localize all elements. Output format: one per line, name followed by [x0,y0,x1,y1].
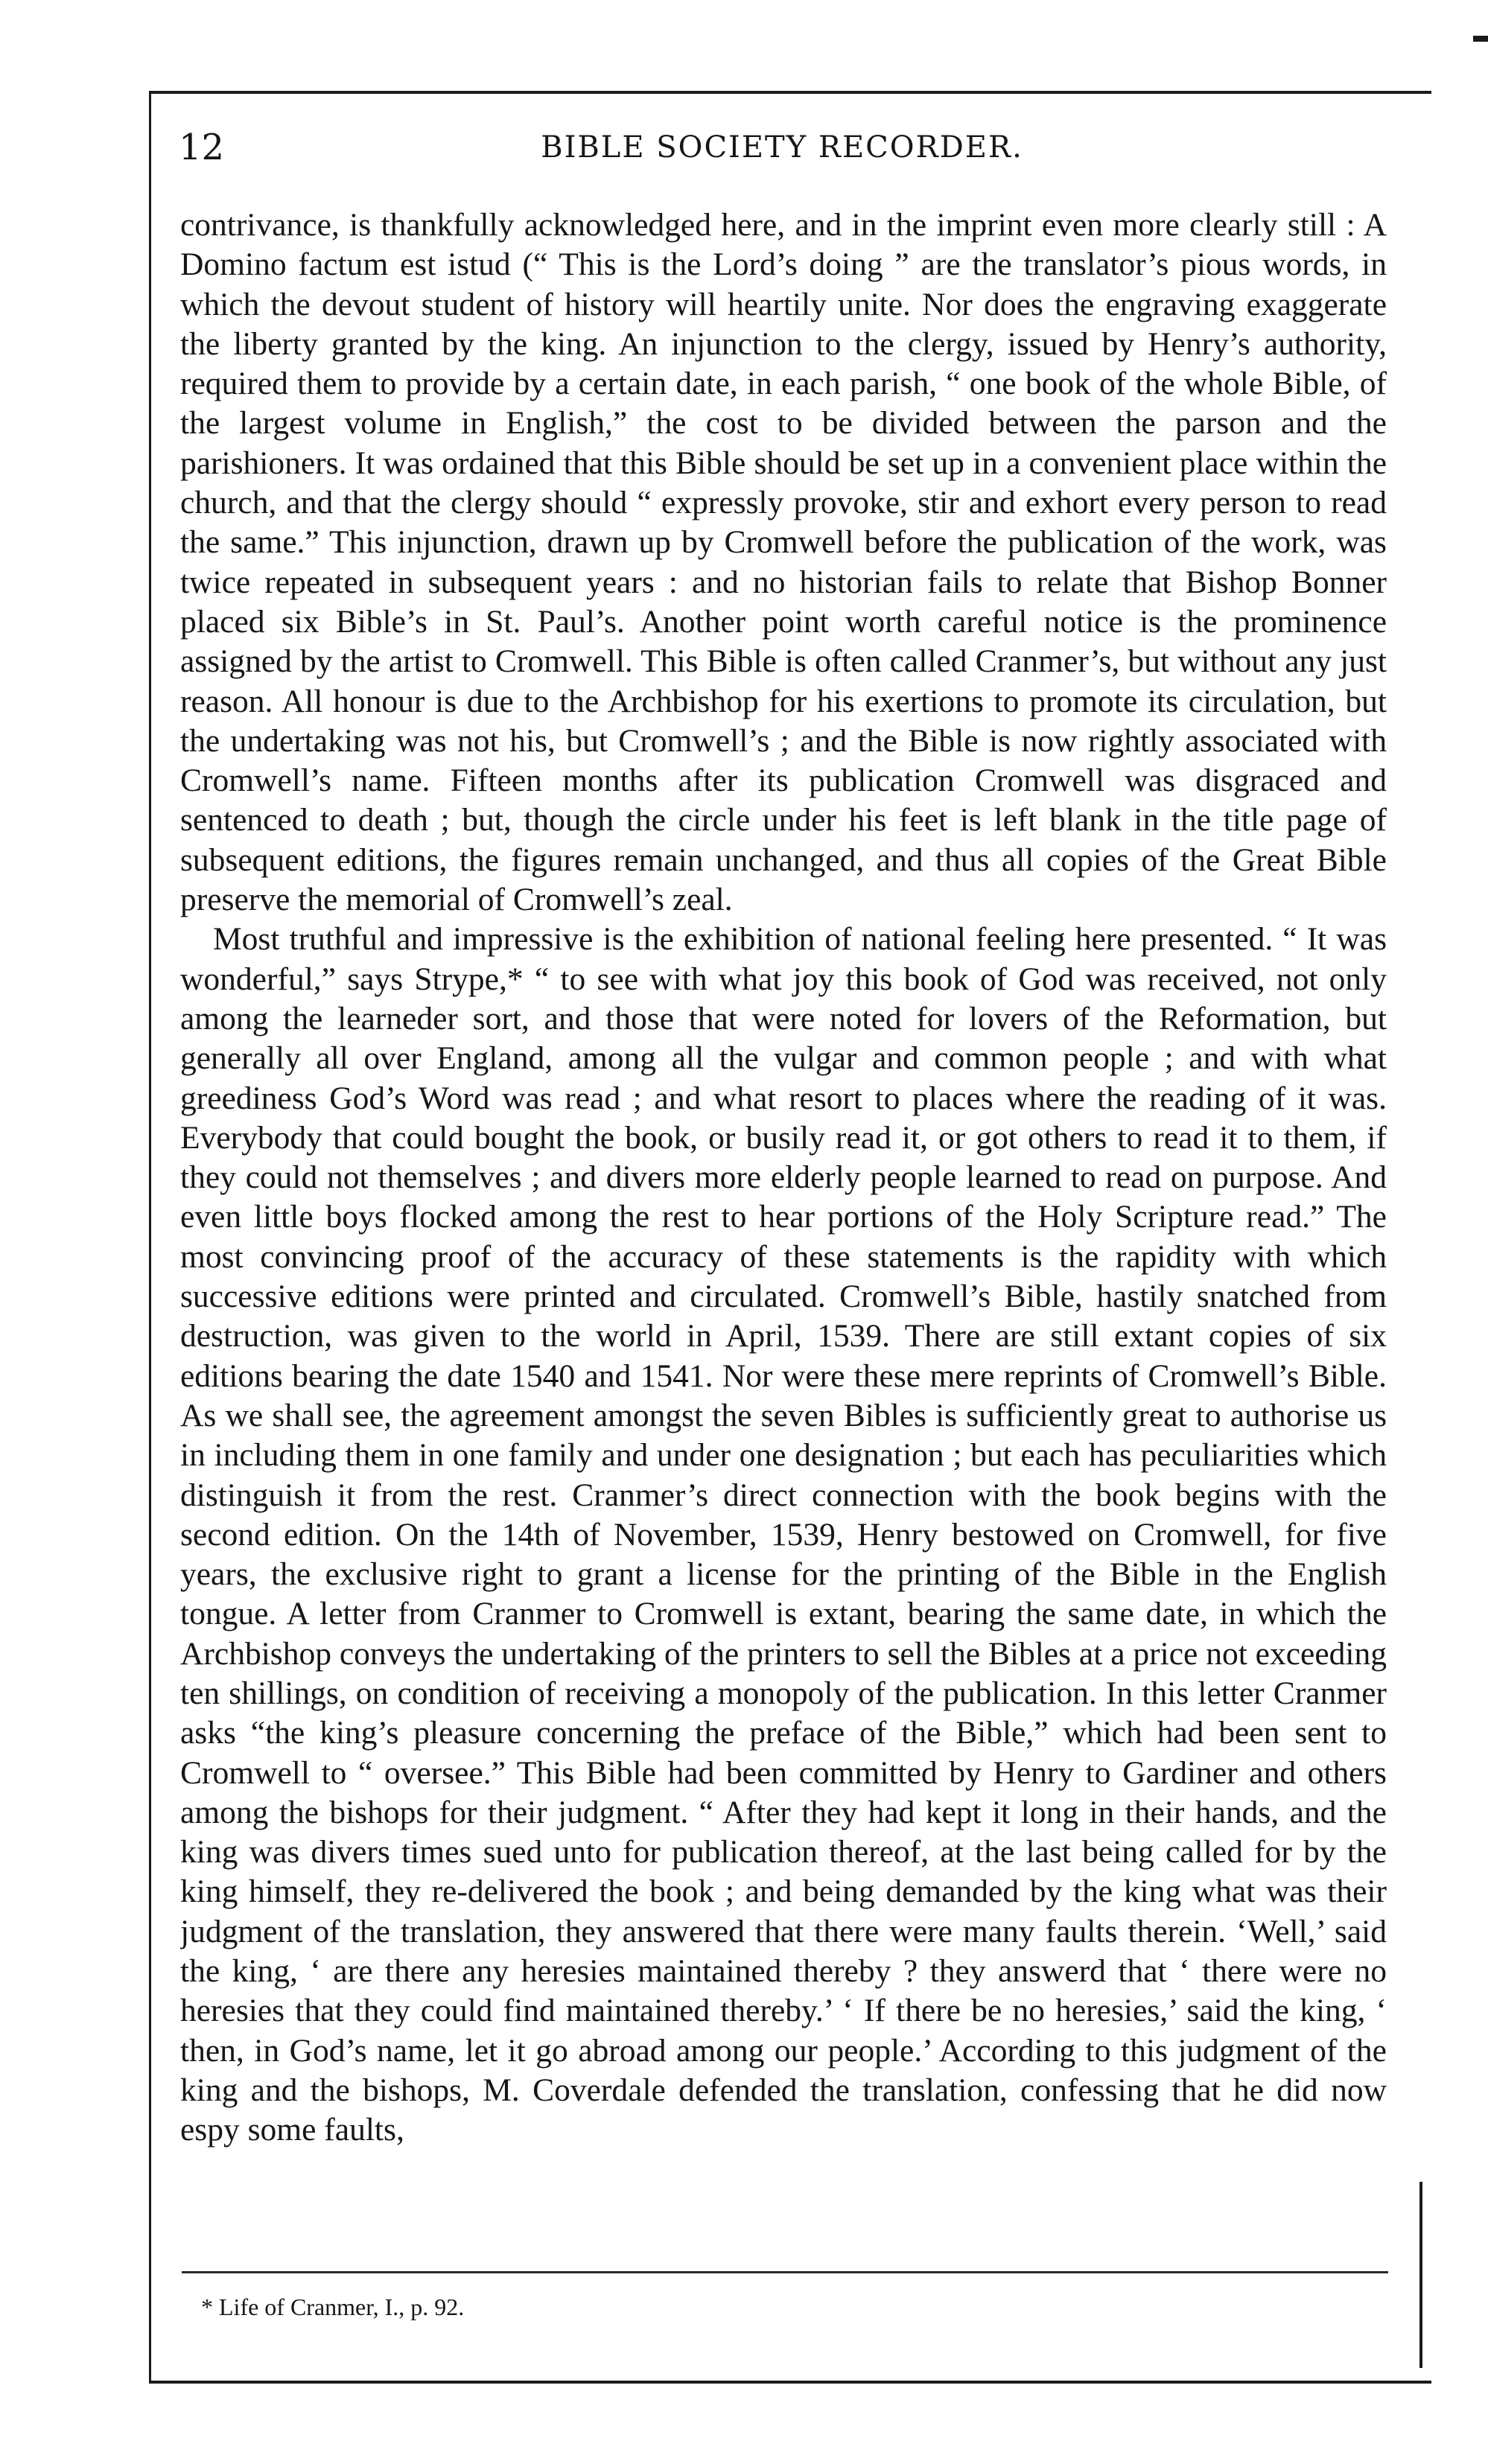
paragraph-1: contrivance, is thankfully acknowledged here, and in the imprint even more clearly still : A Domino factum est istud (“ This is the Lord’s doing ” are the translator’s pious words, in which the devout student of history will heartily unite. Nor does the engraving exaggerate the liberty granted by the king. An injunction to the clergy, issued by Henry’s authority, required them to provide by a certain date, in each parish, “ one book of the whole Bible, of the largest volume in English,” the cost to be divided between the parson and the parishioners. It was ordained that this Bible should be set up in a convenient place within the church, and that the clergy should “ expressly provoke, stir and exhort every person to read the same.” This injunction, drawn up by Cromwell before the publication of the work, was twice repeated in subsequent years : and no historian fails to relate that Bishop Bonner placed six Bible’s in St. Paul’s. Another point worth careful notice is the prominence assigned by the artist to Cromwell. This Bible is often called Cranmer’s, but without any just reason. All honour is due to the Archbishop for his exertions to promote its circulation, but the undertaking was not his, but Cromwell’s ; and the Bible is now rightly associated with Cromwell’s name. Fifteen months after its publication Cromwell was disgraced and sentenced to death ; but, though the circle under his feet is left blank in the title page of subsequent editions, the figures remain unchanged, and thus all copies of the Great Bible preserve the memorial of Cromwell’s zeal. [180,207,1387,918]
left-border-rule [149,91,151,2384]
running-title: BIBLE SOCIETY RECORDER. [541,130,1023,165]
edge-mark [1473,36,1488,42]
footnote: * Life of Cranmer, I., p. 92. [201,2293,465,2320]
paragraph-2: Most truthful and impressive is the exhibition of national feeling here presented. “ It was wonderful,” says Strype,* “ to see with what joy this book of God was received, not only among the learneder sort, and those that were noted for lovers of the Reformation, but generally all over England, among all the vulgar and common people ; and with what greediness God’s Word was read ; and what resort to places where the reading of it was. Everybody that could bought the book, or busily read it, or got others to read it to them, if they could not themselves ; and divers more elderly people learned to read on purpose. And even little boys flocked among the rest to hear portions of the Holy Scripture read.” The most convincing proof of the accuracy of these statements is the rapidity with which successive editions were printed and circulated. Cromwell’s Bible, hastily snatched from destruction, was given to the world in April, 1539. There are still extant copies of six editions bearing the date 1540 and 1541. Nor were these mere reprints of Cromwell’s Bible. As we shall see, the agreement amongst the seven Bibles is sufficiently great to authorise us in including them in one family and under one designation ; but each has peculiarities which distinguish it from the rest. Cranmer’s direct connection with the book begins with the second edition. On the 14th of November, 1539, Henry bestowed on Cromwell, for five years, the exclusive right to grant a license for the printing of the Bible in the English tongue. A letter from Cranmer to Cromwell is extant, bearing the same date, in which the Archbishop conveys the undertaking of the printers to sell the Bibles at a price not exceeding ten shillings, on condition of receiving a monopoly of the publication. In this letter Cranmer asks “the king’s pleasure concerning the preface of the Bible,” which had been sent to Cromwell to “ oversee.” This Bible had been committed by Henry to Gardiner and others among the bishops for their judgment. “ After they had kept it long in their hands, and the king was divers times sued unto for publication thereof, at the last being called for by the king himself, they re-delivered the book ; and being demanded by the king what was their judgment of the translation, they answered that there were many faults therein. ‘Well,’ said the king, ‘ are there any heresies maintained thereby ? they answerd that ‘ there were no heresies that they could find maintained thereby.’ ‘ If there be no heresies,’ said the king, ‘ then, in God’s name, let it go abroad among our people.’ According to this judgment of the king and the bishops, M. Coverdale defended the translation, confessing that he did now espy some faults, [180,921,1387,2148]
page-header [179,125,1385,170]
top-border-rule [149,91,1431,94]
margin-bar [1419,2182,1422,2368]
bottom-border-rule [149,2381,1431,2384]
page-number: 12 [179,127,225,168]
footnote-rule [182,2271,1388,2273]
article-body [180,206,1387,2186]
